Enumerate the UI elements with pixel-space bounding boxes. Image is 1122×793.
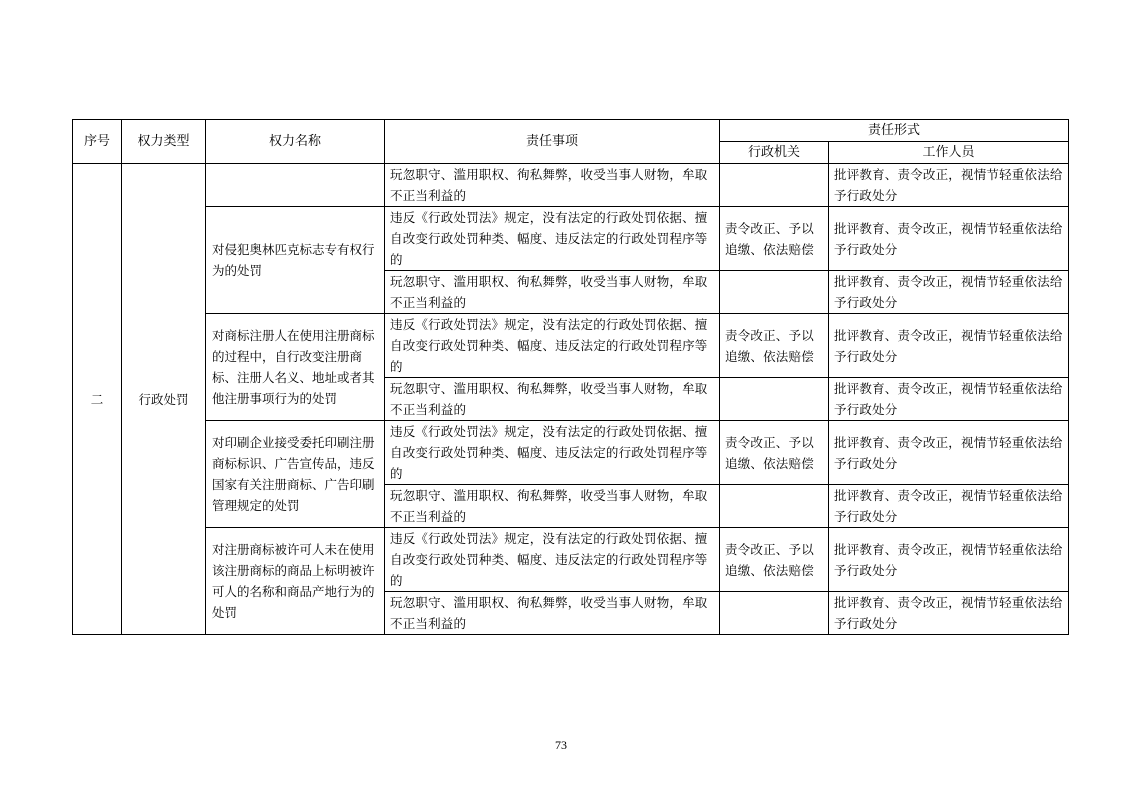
staff-form: 批评教育、责令改正，视情节轻重依法给予行政处分 [829,164,1069,207]
power-name: 对商标注册人在使用注册商标的过程中，自行改变注册商标、注册人名义、地址或者其他注册事项行为的处罚 [206,314,385,421]
admin-org-empty [720,485,829,528]
staff-form: 批评教育、责令改正，视情节轻重依法给予行政处分 [829,421,1069,485]
duty-item: 玩忽职守、滥用职权、徇私舞弊，收受当事人财物，牟取不正当利益的 [385,378,720,421]
power-name: 对注册商标被许可人未在使用该注册商标的商品上标明被许可人的名称和商品产地行为的处罚 [206,528,385,635]
admin-org-form: 责令改正、予以追缴、依法赔偿 [720,528,829,592]
admin-org-form: 责令改正、予以追缴、依法赔偿 [720,314,829,378]
header-staff: 工作人员 [829,142,1069,164]
duty-table [72,119,1069,635]
header-duty-items: 责任事项 [385,120,720,164]
duty-item: 违反《行政处罚法》规定，没有法定的行政处罚依据、擅自改变行政处罚种类、幅度、违反法定的行政处罚程序等的 [385,314,720,378]
table-row [73,164,1069,207]
power-name: 对侵犯奥林匹克标志专有权行为的处罚 [206,207,385,314]
page-number: 73 [555,738,567,752]
admin-org-empty [720,164,829,207]
group-power-type: 行政处罚 [122,164,206,635]
staff-form: 批评教育、责令改正，视情节轻重依法给予行政处分 [829,528,1069,592]
duty-item: 玩忽职守、滥用职权、徇私舞弊，收受当事人财物，牟取不正当利益的 [385,164,720,207]
header-seq: 序号 [73,120,122,164]
staff-form: 批评教育、责令改正，视情节轻重依法给予行政处分 [829,271,1069,314]
admin-org-empty [720,592,829,635]
staff-form: 批评教育、责令改正，视情节轻重依法给予行政处分 [829,314,1069,378]
duty-item: 玩忽职守、滥用职权、徇私舞弊，收受当事人财物，牟取不正当利益的 [385,592,720,635]
duty-item: 违反《行政处罚法》规定，没有法定的行政处罚依据、擅自改变行政处罚种类、幅度、违反法定的行政处罚程序等的 [385,421,720,485]
table-row [73,421,1069,485]
staff-form: 批评教育、责令改正，视情节轻重依法给予行政处分 [829,378,1069,421]
admin-org-form: 责令改正、予以追缴、依法赔偿 [720,421,829,485]
power-name-empty [206,164,385,207]
admin-org-empty [720,378,829,421]
header-power-type: 权力类型 [122,120,206,164]
duty-item: 违反《行政处罚法》规定，没有法定的行政处罚依据、擅自改变行政处罚种类、幅度、违反法定的行政处罚程序等的 [385,528,720,592]
table-row [73,207,1069,271]
duty-item: 玩忽职守、滥用职权、徇私舞弊，收受当事人财物，牟取不正当利益的 [385,485,720,528]
table-row [73,528,1069,592]
staff-form: 批评教育、责令改正，视情节轻重依法给予行政处分 [829,485,1069,528]
power-name: 对印刷企业接受委托印刷注册商标标识、广告宣传品，违反国家有关注册商标、广告印刷管理规定的处罚 [206,421,385,528]
header-admin-org: 行政机关 [720,142,829,164]
admin-org-form: 责令改正、予以追缴、依法赔偿 [720,207,829,271]
header-power-name: 权力名称 [206,120,385,164]
staff-form: 批评教育、责令改正，视情节轻重依法给予行政处分 [829,207,1069,271]
table-row [73,314,1069,378]
duty-item: 玩忽职守、滥用职权、徇私舞弊，收受当事人财物，牟取不正当利益的 [385,271,720,314]
admin-org-empty [720,271,829,314]
duty-item: 违反《行政处罚法》规定，没有法定的行政处罚依据、擅自改变行政处罚种类、幅度、违反法定的行政处罚程序等的 [385,207,720,271]
group-seq: 二 [73,164,122,635]
staff-form: 批评教育、责令改正，视情节轻重依法给予行政处分 [829,592,1069,635]
header-duty-forms: 责任形式 [720,120,1069,142]
